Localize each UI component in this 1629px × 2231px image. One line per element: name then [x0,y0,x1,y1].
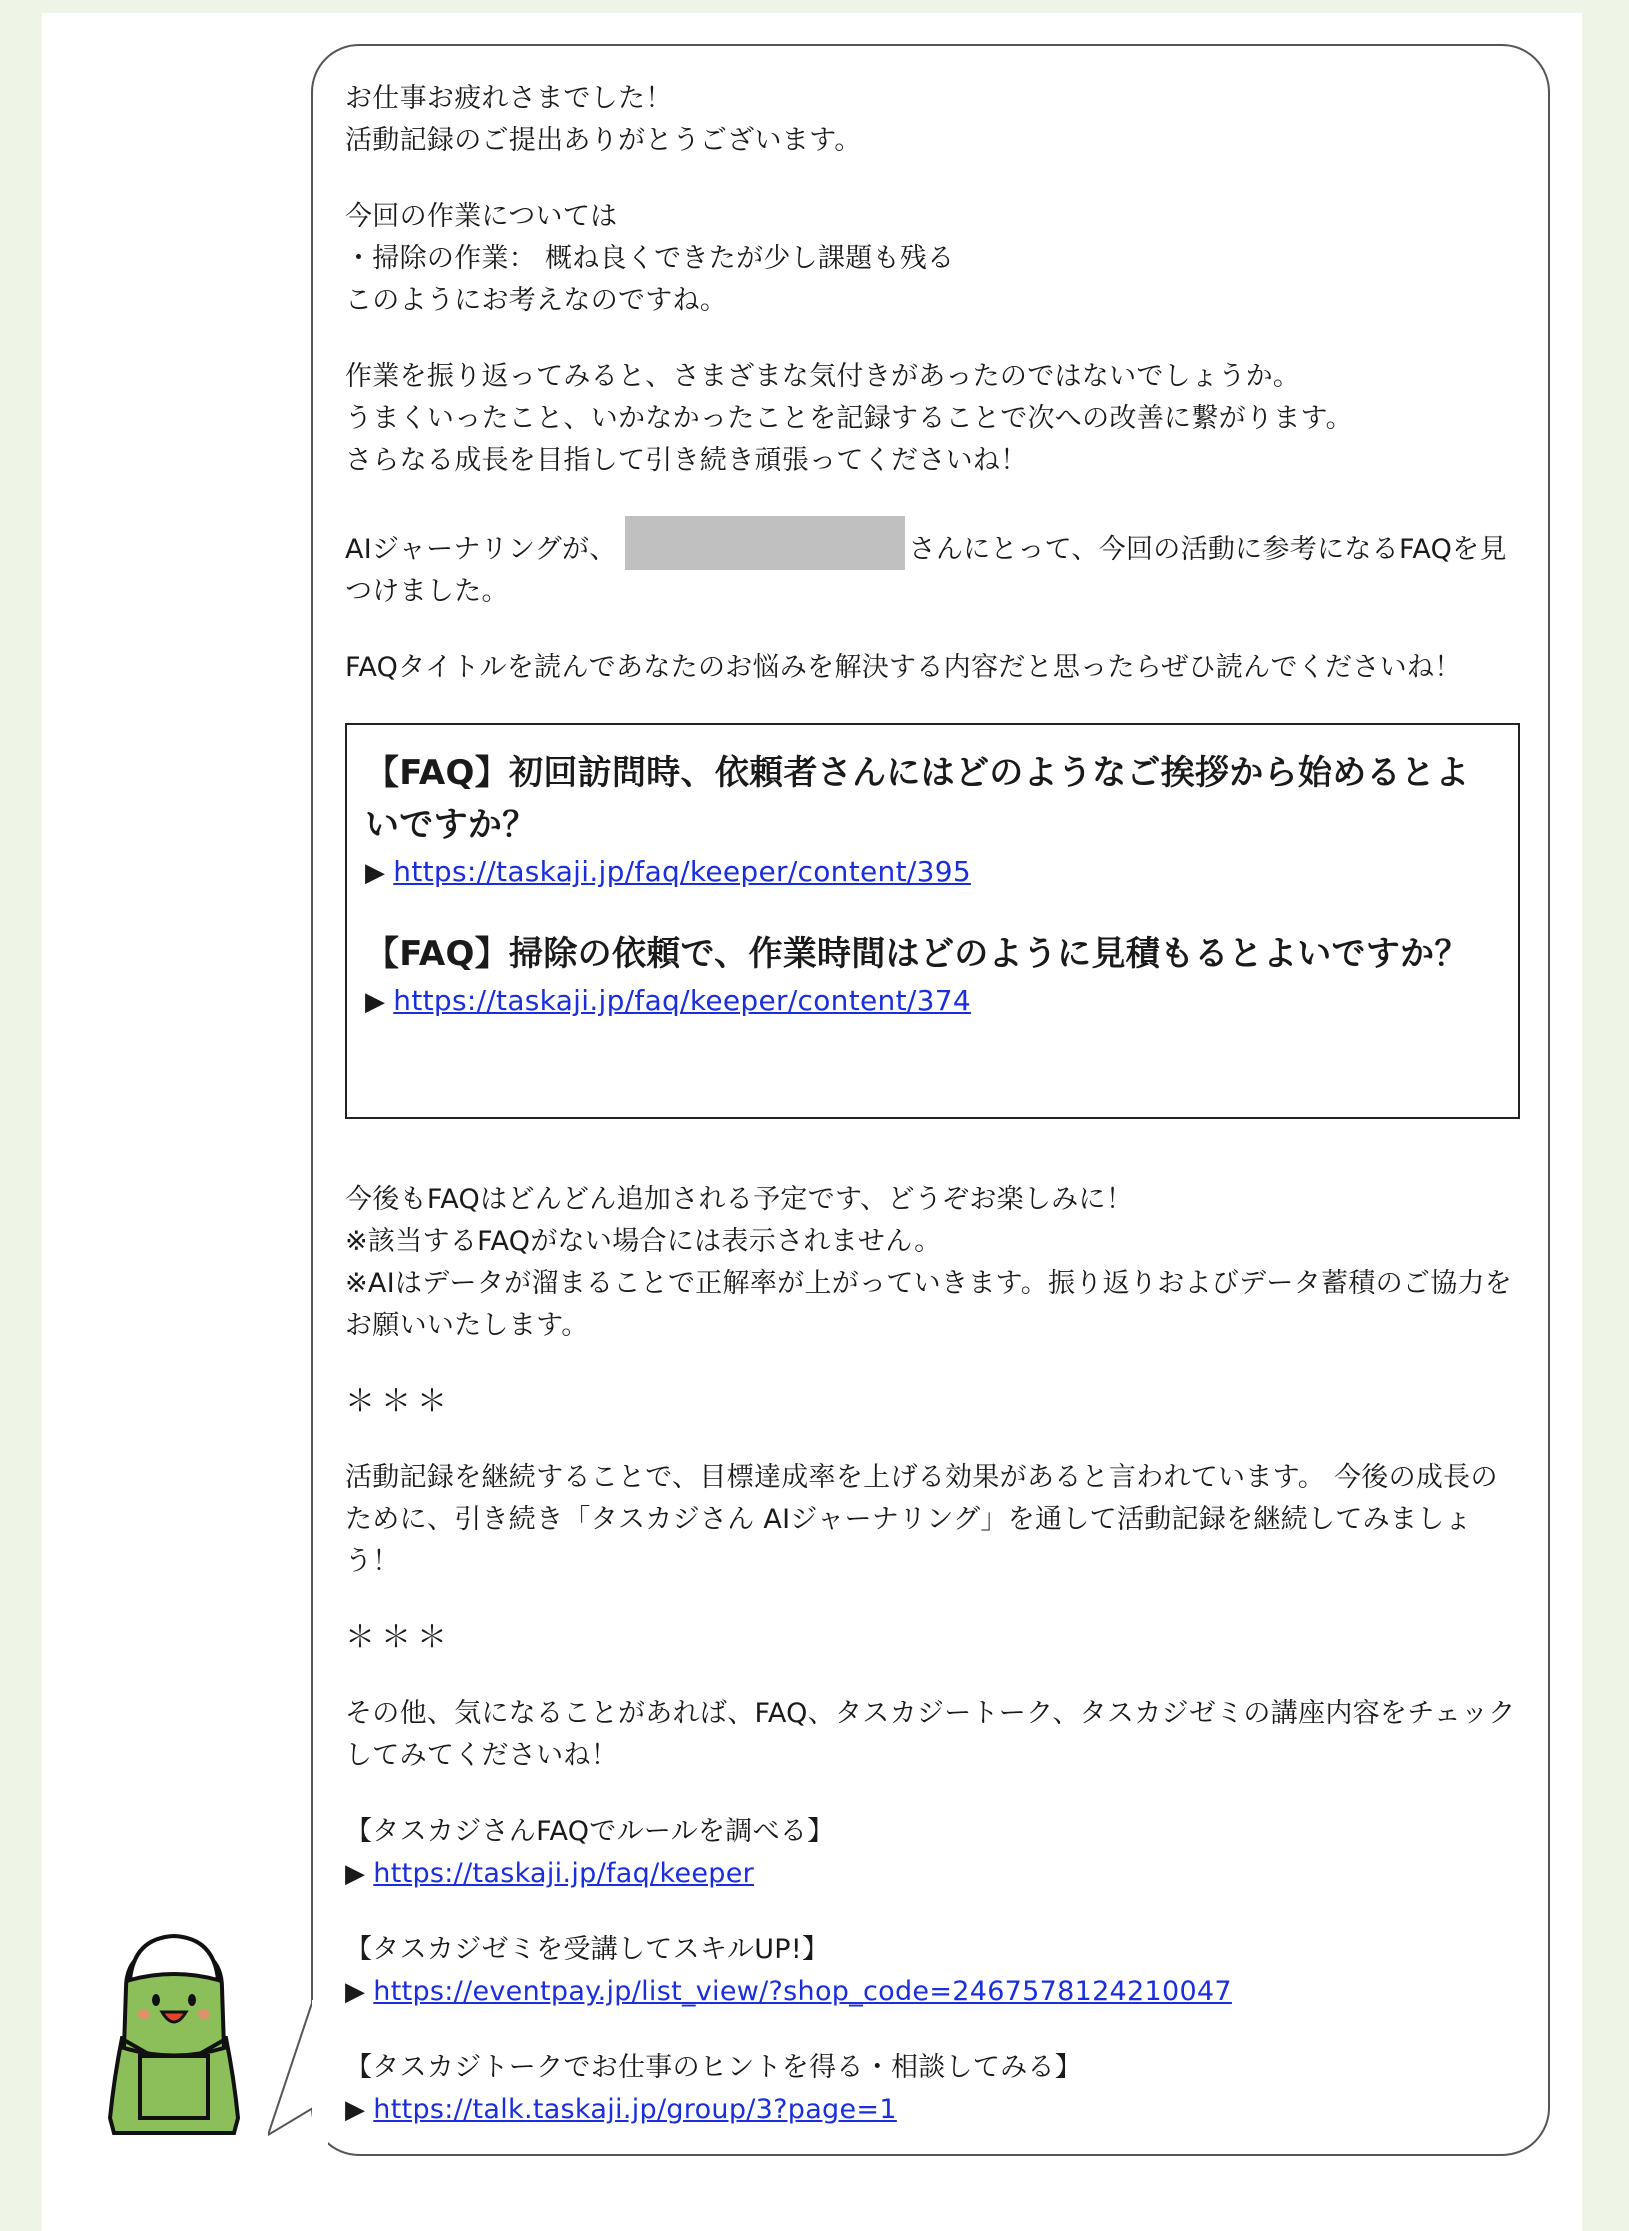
work-intro: 今回の作業については [345,201,618,232]
play-arrow-icon: ▶ [345,1977,366,2007]
resource-link[interactable]: https://taskaji.jp/faq/keeper [373,1858,755,1889]
note-ai-accuracy: ※AIはデータが溜まることで正解率が上がっていきます。振り返りおよびデータ蓄積のご協力をお願いいたします。 [345,1268,1513,1341]
resource-link-row [345,1853,1525,1895]
resource-link-row [345,2089,1525,2131]
ai-journaling-paragraph [345,516,1525,613]
faq-title: 【FAQ】初回訪問時、依頼者さんにはどのようなご挨拶から始めるとよいですか？ [365,753,1470,845]
greeting-line-2: 活動記録のご提出ありがとうございます。 [345,125,862,156]
play-arrow-icon: ▶ [345,2095,366,2125]
message-content [345,78,1525,2165]
play-arrow-icon: ▶ [365,858,386,888]
resource-link[interactable]: https://eventpay.jp/list_view/?shop_code=2467578124210047 [373,1976,1232,2007]
ai-prefix: AIジャーナリングが、 [345,534,617,565]
note-no-faq: ※該当するFAQがない場合には表示されません。 [345,1226,942,1257]
faq-link-row [365,851,1500,894]
resource-label: 【タスカジトークでお仕事のヒントを得る・相談してみる】 [345,2052,1083,2083]
faq-link[interactable]: https://taskaji.jp/faq/keeper/content/374 [393,984,971,1017]
faq-prompt: FAQタイトルを読んであなたのお悩みを解決する内容だと思ったらぜひ読んでくださいね！ [345,652,1462,683]
resource-link-block [345,2047,1525,2131]
resource-label: 【タスカジさんFAQでルールを調べる】 [345,1816,835,1847]
continue-paragraph: 活動記録を継続することで、目標達成率を上げる効果があると言われています。 今後の成長のために、引き続き「タスカジさん AIジャーナリング」を通して活動記録を継続してみましょう！ [345,1462,1498,1577]
greeting-paragraph [345,78,1525,162]
resource-link[interactable]: https://talk.taskaji.jp/group/3?page=1 [373,2094,897,2125]
work-outro: このようにお考えなのですね。 [345,285,728,316]
work-summary-paragraph [345,196,1525,322]
faq-box [345,723,1520,1119]
faq-link[interactable]: https://taskaji.jp/faq/keeper/content/395 [393,855,971,888]
separator-stars: ＊＊＊ [345,1620,453,1655]
greeting-line-1: お仕事お疲れさまでした！ [345,83,673,114]
resource-label: 【タスカジゼミを受講してスキルUP!】 [345,1934,830,1965]
work-item: ・掃除の作業： 概ね良くできたが少し課題も残る [345,243,955,274]
faq-item [365,747,1500,894]
play-arrow-icon: ▶ [345,1859,366,1889]
resource-link-block [345,1929,1525,2013]
faq-item [365,928,1500,1023]
future-faq-text: 今後もFAQはどんどん追加される予定です、どうぞお楽しみに！ [345,1184,1134,1215]
ai-suffix: さんにとって、今回の活動に参考になるFAQを見つけました。 [345,534,1507,607]
resource-link-block [345,1811,1525,1895]
reflection-line-2: うまくいったこと、いかなかったことを記録することで次への改善に繋がります。 [345,403,1353,434]
faq-title: 【FAQ】掃除の依頼で、作業時間はどのように見積もるとよいですか？ [365,934,1469,974]
separator-stars: ＊＊＊ [345,1384,453,1419]
mascot-character [104,1928,244,2138]
resource-link-row [345,1971,1525,2013]
reflection-line-3: さらなる成長を目指して引き続き頑張ってくださいね！ [345,445,1028,476]
reflection-line-1: 作業を振り返ってみると、さまざまな気付きがあったのではないでしょうか。 [345,361,1301,392]
redacted-username [625,516,905,570]
faq-link-row [365,980,1500,1023]
reflection-paragraph [345,356,1525,482]
notes-paragraph [345,1179,1525,1347]
play-arrow-icon: ▶ [365,987,386,1017]
other-resources-paragraph: その他、気になることがあれば、FAQ、タスカジートーク、タスカジゼミの講座内容をチェックしてみてくださいね！ [345,1698,1516,1771]
